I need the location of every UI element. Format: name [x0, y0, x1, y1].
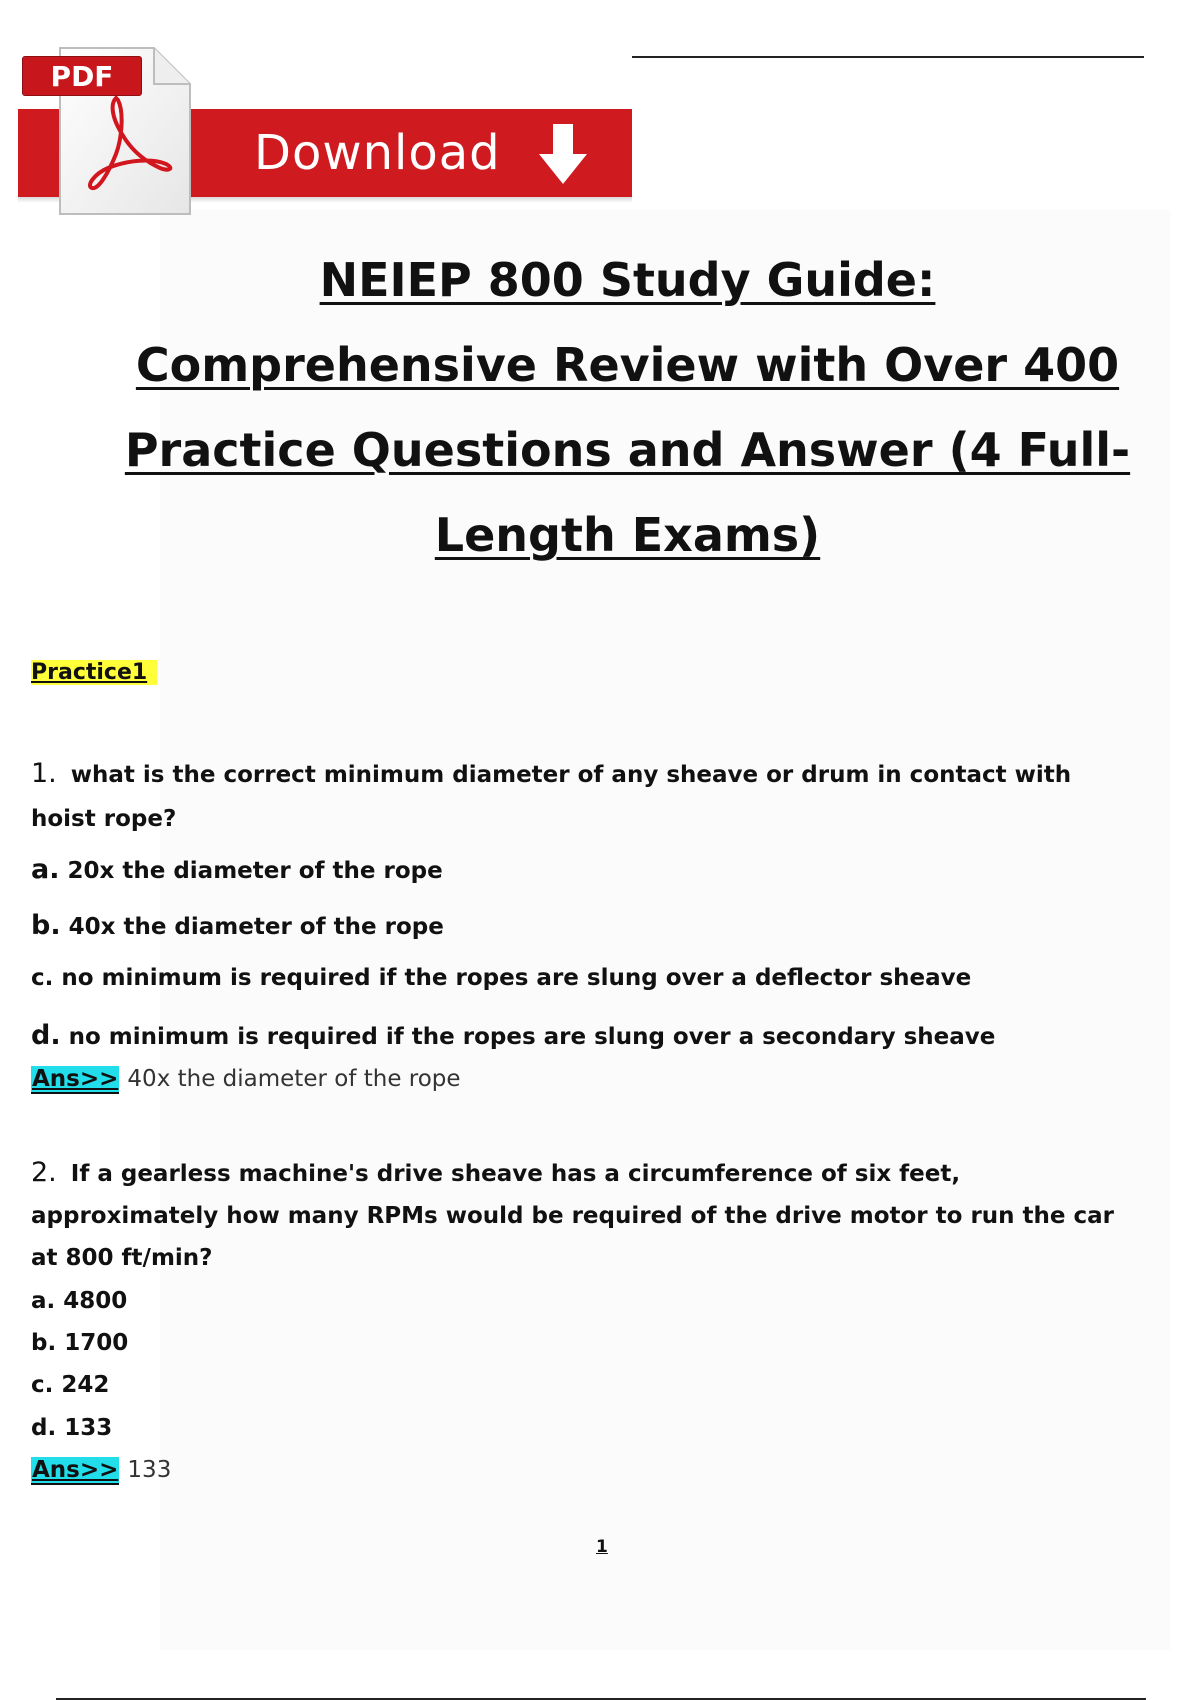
pdf-badge-label: PDF [50, 60, 114, 93]
option-d [31, 1020, 995, 1051]
question-text-line: what is the correct minimum diameter of any sheave or drum in contact with [70, 762, 1072, 788]
answer-text: 133 [127, 1457, 172, 1483]
question-number: 2. [31, 1157, 57, 1188]
option-letter: d. [31, 1415, 57, 1441]
option-text: no minimum is required if the ropes are slung over a deflector sheave [61, 965, 972, 991]
option-text: no minimum is required if the ropes are slung over a secondary sheave [68, 1024, 996, 1050]
document-title [80, 238, 1175, 578]
title-line-3-text: Practice Questions and Answer (4 Full- [124, 423, 1131, 477]
option-letter: a. [31, 854, 60, 885]
title-line-2-text: Comprehensive Review with Over 400 [135, 338, 1120, 392]
answer-tag: Ans>> [32, 1066, 119, 1092]
question-number: 1. [31, 758, 57, 789]
top-rule [632, 56, 1144, 58]
option-b [31, 910, 444, 941]
option-b [31, 1330, 128, 1356]
option-text: 20x the diameter of the rope [67, 858, 443, 884]
download-label: Download [254, 125, 501, 181]
title-line-1-text: NEIEP 800 Study Guide: [319, 253, 936, 307]
option-letter: b. [31, 910, 61, 941]
option-c [31, 1372, 109, 1398]
option-d [31, 1415, 112, 1441]
option-text: 133 [64, 1415, 113, 1441]
option-letter: c. [31, 965, 54, 991]
answer-tag: Ans>> [32, 1457, 119, 1483]
title-line-3 [80, 408, 1175, 493]
option-a [31, 1288, 127, 1314]
pdf-badge [22, 56, 142, 96]
option-text: 242 [61, 1372, 110, 1398]
option-text: 40x the diameter of the rope [68, 914, 444, 940]
title-line-2 [80, 323, 1175, 408]
option-text: 1700 [64, 1330, 129, 1356]
question-1 [31, 752, 1171, 841]
question-2 [31, 1152, 1171, 1279]
document-body [31, 660, 1171, 1483]
answer-1 [31, 1066, 461, 1094]
option-c [31, 965, 971, 991]
title-line-4-text: Length Exams) [434, 508, 821, 562]
title-line-1 [80, 238, 1175, 323]
question-text-line: hoist rope? [31, 806, 177, 832]
answer-2 [31, 1457, 171, 1485]
option-letter: a. [31, 1288, 56, 1314]
section-label: Practice1 [31, 660, 157, 685]
page-number: 1 [596, 1537, 608, 1557]
download-arrow-icon [533, 122, 593, 186]
option-letter: b. [31, 1330, 57, 1356]
answer-text: 40x the diameter of the rope [127, 1066, 461, 1092]
option-text: 4800 [63, 1288, 128, 1314]
question-text-line: at 800 ft/min? [31, 1245, 213, 1271]
option-a [31, 854, 443, 885]
title-line-4 [80, 493, 1175, 578]
question-text-line: If a gearless machine's drive sheave has a circumference of six feet, [70, 1161, 961, 1187]
option-letter: d. [31, 1020, 61, 1051]
option-letter: c. [31, 1372, 54, 1398]
question-text-line: approximately how many RPMs would be required of the drive motor to run the car [31, 1203, 1115, 1229]
